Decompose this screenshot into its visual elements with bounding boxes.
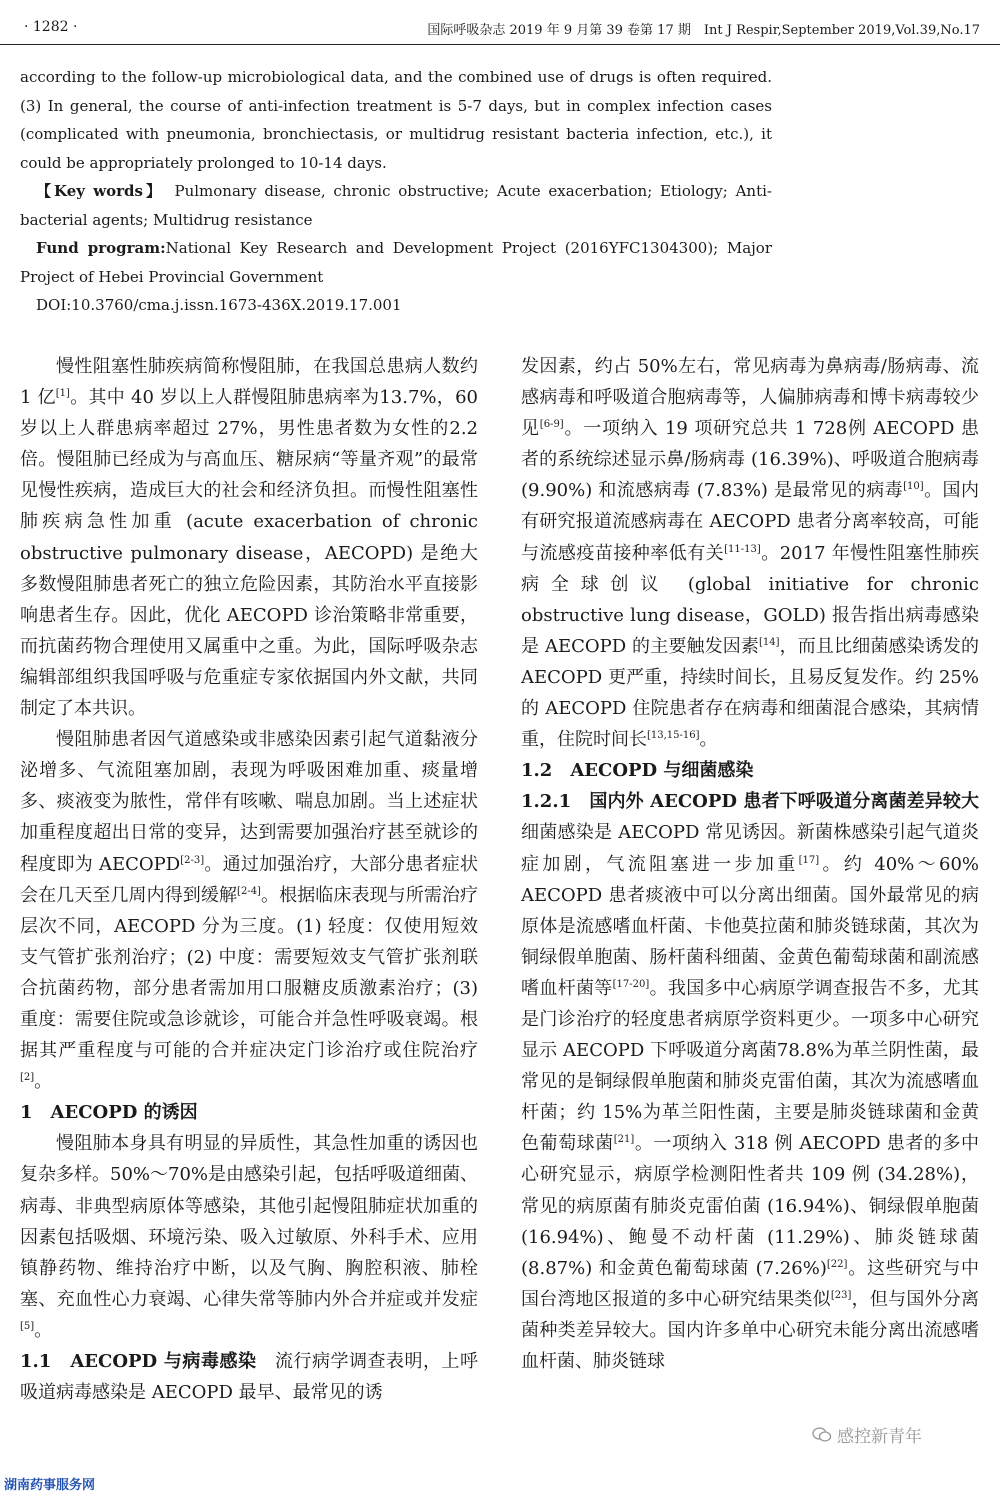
citation-ref: [22] <box>826 1258 848 1270</box>
fund-line <box>20 234 772 291</box>
citation-ref: [2-4] <box>237 885 261 897</box>
citation-ref: [14] <box>759 636 780 648</box>
paragraph-virus-cont: 发因素，约占 50%左右，常见病毒为鼻病毒/肠病毒、流感病毒和呼吸道合胞病毒等，人偏肺病毒和博卡病毒较少见[6-9]。一项纳入 19 项研究总共 1 728例 AECOPD 患者的系统综述显示鼻/肠病毒 (16.39%)、呼吸道合胞病毒 (9.90%) 和流感病毒 (7.83%) 是最常见的病毒[10]。国内有研究报道流感病毒在 AECOPD 患者分离率较高，可能与流感疫苗接种率低有关[11-13]。2017 年慢性阻塞性肺疾病全球创议 (global initiative for chronic obstructive lung disease，GOLD) 报告指出病毒感染是 AECOPD 的主要触发因素[14]，而且比细菌感染诱发的 AECOPD 更严重，持续时间长，且易反复发作。约 25%的 AECOPD 住院患者存在病毒和细菌混合感染，其病情重，住院时间长[13,15-16]。 <box>521 356 980 751</box>
fund-label: Fund program: <box>36 239 166 257</box>
wechat-icon <box>812 1427 832 1443</box>
citation-ref: [6-9] <box>539 419 564 431</box>
citation-ref: [10] <box>903 481 924 493</box>
citation-ref: [21] <box>613 1134 635 1146</box>
right-column <box>521 351 979 1377</box>
subsection-heading-1-2: 1.2 AECOPD 与细菌感染 <box>521 760 754 782</box>
citation-ref: [2-3] <box>180 854 205 866</box>
footer-site-watermark: 湖南药事服务网 <box>4 1478 96 1493</box>
keywords-text: Pulmonary disease, chronic obstructive; Acute exacerbation; Etiology; Anti-bacterial agents; Multidrug resistance <box>20 182 772 229</box>
watermark-text: 感控新青年 <box>837 1427 922 1447</box>
citation-ref: [17] <box>798 854 820 866</box>
fund-text: National Key Research and Development Project (2016YFC1304300); Major Project of Hebei Provincial Government <box>20 239 772 286</box>
page-number: · 1282 · <box>24 19 78 35</box>
citation-ref: [5] <box>20 1320 35 1332</box>
citation-ref: [1] <box>55 388 70 400</box>
abstract-text: according to the follow-up microbiological data, and the combined use of drugs is often required. (3) In general, the course of anti-infection treatment is 5-7 days, but in complex infection cases (complicated with pneumonia, bronchiectasis, or multidrug resistant bacteria infection, etc.), it could be appropriately prolonged to 10-14 days. <box>20 68 772 172</box>
left-column <box>20 351 478 1408</box>
doi-line: DOI:10.3760/cma.j.issn.1673-436X.2019.17.001 <box>36 296 402 314</box>
page-header <box>0 0 1000 45</box>
paragraph-intro: 慢性阻塞性肺疾病简称慢阻肺，在我国总患病人数约 1 亿[1]。其中 40 岁以上人群慢阻肺患病率为13.7%，60 岁以上人群患病率超过 27%，男性患者数为女性的2.2倍。慢阻肺已经成为与高血压、糖尿病“等量齐观”的最常见慢性疾病，造成巨大的社会和经济负担。而慢性阻塞性肺疾病急性加重 (acute exacerbation of chronic obstructive pulmonary disease，AECOPD) 是绝大多数慢阻肺患者死亡的独立危险因素，其防治水平直接影响患者生存。因此，优化 AECOPD 诊治策略非常重要，而抗菌药物合理使用又属重中之重。为此，国际呼吸杂志编辑部组织我国呼吸与危重症专家依据国内外文献，共同制定了本共识。 <box>20 356 478 720</box>
wechat-watermark <box>812 1422 922 1447</box>
subsection-heading-1-2-1: 1.2.1 国内外 AECOPD 患者下呼吸道分离菌差异较大 <box>521 791 979 813</box>
paragraph-definition: 慢阻肺患者因气道感染或非感染因素引起气道黏液分泌增多、气流阻塞加剧，表现为呼吸困难加重、痰量增多、痰液变为脓性，常伴有咳嗽、喘息加剧。当上述症状加重程度超出日常的变异，达到需要加强治疗甚至就诊的程度即为 AECOPD[2-3]。通过加强治疗，大部分患者症状会在几天至几周内得到缓解[2-4]。根据临床表现与所需治疗层次不同，AECOPD 分为三度。(1) 轻度：仅使用短效支气管扩张剂治疗；(2) 中度：需要短效支气管扩张剂联合抗菌药物，部分患者需加用口服糖皮质激素治疗；(3) 重度：需要住院或急诊就诊，可能合并急性呼吸衰竭。根据其严重程度与可能的合并症决定门诊治疗或住院治疗[2]。 <box>20 729 479 1093</box>
keywords-label: 【Key words】 <box>36 182 157 200</box>
citation-ref: [17-20] <box>612 978 650 990</box>
subsection-heading-1-1: 1.1 AECOPD 与病毒感染 <box>20 1351 257 1372</box>
citation-ref: [11-13] <box>724 543 761 555</box>
citation-ref: [23] <box>830 1289 852 1301</box>
paragraph-virus: 1.1 AECOPD 与病毒感染 流行病学调查表明，上呼吸道病毒感染是 AECOPD 最早、最常见的诱 <box>20 1351 479 1404</box>
section-heading-1: 1 AECOPD 的诱因 <box>20 1102 198 1124</box>
paragraph-bacteria: 1.2.1 国内外 AECOPD 患者下呼吸道分离菌差异较大 细菌感染是 AECOPD 常见诱因。新菌株感染引起气道炎症加剧，气流阻塞进一步加重[17]。约 40%～60% AECOPD 患者痰液中可以分离出细菌。国外最常见的病原体是流感嗜血杆菌、卡他莫拉菌和肺炎链球菌，其次为铜绿假单胞菌、肠杆菌科细菌、金黄色葡萄球菌和副流感嗜血杆菌等[17-20]。我国多中心病原学调查报告不多，尤其是门诊治疗的轻度患者病原学资料更少。一项多中心研究显示 AECOPD 下呼吸道分离菌78.8%为革兰阴性菌，最常见的是铜绿假单胞菌和肺炎克雷伯菌，其次为流感嗜血杆菌；约 15%为革兰阳性菌，主要是肺炎链球菌和金黄色葡萄球菌[21]。一项纳入 318 例 AECOPD 患者的多中心研究显示，病原学检测阳性者共 109 例 (34.28%)，常见的病原菌有肺炎克雷伯菌 (16.94%)、铜绿假单胞菌 (16.94%)、鲍曼不动杆菌 (11.29%)、肺炎链球菌 (8.87%) 和金黄色葡萄球菌 (7.26%)[22]。这些研究与中国台湾地区报道的多中心研究结果类似[23]，但与国外分离菌种类差异较大。国内许多单中心研究未能分离出流感嗜血杆菌、肺炎链球 <box>521 791 980 1372</box>
english-abstract <box>20 63 772 320</box>
paragraph-causes: 慢阻肺本身具有明显的异质性，其急性加重的诱因也复杂多样。50%～70%是由感染引起，包括呼吸道细菌、病毒、非典型病原体等感染，其他引起慢阻肺症状加重的因素包括吸烟、环境污染、吸入过敏原、外科手术、应用镇静药物、维持治疗中断，以及气胸、胸腔积液、肺栓塞、充血性心力衰竭、心律失常等肺内外合并症或并发症[5]。 <box>20 1133 479 1341</box>
citation-ref: [13,15-16] <box>647 730 700 742</box>
journal-citation: 国际呼吸杂志 2019 年 9 月第 39 卷第 17 期 Int J Respir,September 2019,Vol.39,No.17 <box>427 23 980 38</box>
citation-ref: [2] <box>20 1072 35 1084</box>
keywords-line <box>20 177 772 234</box>
